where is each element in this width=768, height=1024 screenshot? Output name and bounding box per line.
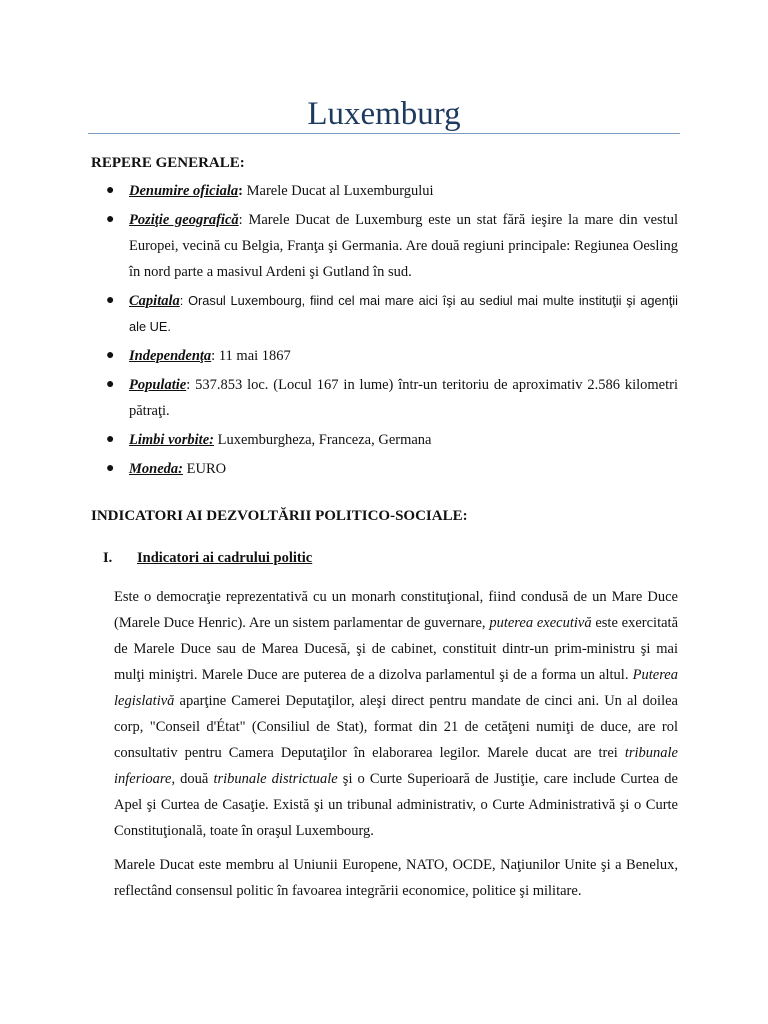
list-item-capitala	[106, 288, 678, 340]
list-item-populatie	[106, 372, 678, 424]
bullet-icon: ●	[106, 348, 115, 363]
document-title: Luxemburg	[307, 96, 461, 132]
emphasis-executive: puterea executivă	[489, 615, 592, 631]
repere-list	[106, 178, 678, 485]
item-label: Capitala	[129, 293, 180, 309]
section-title: Indicatori ai cadrului politic	[137, 550, 313, 566]
bullet-icon: ●	[106, 293, 115, 308]
item-label: Populatie	[129, 377, 187, 393]
section-number: I.	[103, 550, 113, 566]
item-text: : Marele Ducat de Luxemburg este un stat fără ieşire la mare din vestul Europei, vecină cu Belgia, Franţa şi Germania. Are două regiuni principale: Regiunea Oesling în nord parte a masivul Ardeni şi Gutland în sud.	[129, 212, 678, 280]
list-item-moneda	[106, 456, 678, 482]
item-label: Limbi vorbite:	[129, 432, 214, 448]
paragraph-memberships: Marele Ducat este membru al Uniunii Europene, NATO, OCDE, Naţiunilor Unite şi a Benelux, reflectând consensul politic în favoarea integrării economice, politice şi militare.	[114, 857, 678, 899]
item-text: Luxemburgheza, Franceza, Germana	[213, 432, 432, 448]
bullet-icon: ●	[106, 212, 115, 227]
emphasis-tribunals: tribunale inferioare	[114, 745, 678, 787]
repere-heading: REPERE GENERALE:	[91, 155, 245, 171]
item-text: Marele Ducat al Luxemburgului	[243, 183, 434, 199]
list-item-pozitie	[106, 207, 678, 285]
bullet-icon: ●	[106, 432, 115, 447]
item-label: Poziţie geografică	[129, 212, 239, 228]
list-item-limbi	[106, 427, 678, 453]
bullet-icon: ●	[106, 183, 115, 198]
item-label: Moneda:	[129, 461, 183, 477]
section-heading	[103, 548, 312, 568]
item-label: Denumire oficiala	[129, 183, 239, 199]
bullet-icon: ●	[106, 377, 115, 392]
item-text: : 537.853 loc. (Locul 167 in lume) într-un teritoriu de aproximativ 2.586 kilometri pătraţi.	[129, 377, 678, 419]
paragraph-political-system: Este o democraţie reprezentativă cu un monarh constituţional, fiind condusă de un Mare Duce (Marele Duce Henric). Are un sistem parlamentar de guvernare, puterea executivă este exercitată de Marele Duce sau de Marea Ducesă, şi de cabinet, constituit dintr-un prim-ministru şi mai mulţi miniştri. Marele Duce are puterea de a dizolva parlamentul şi de a forma un altul. Puterea legislativă aparţine Camerei Deputaţilor, aleşi direct pentru mandate de cinci ani. Un al doilea corp, "Conseil d'État" (Consiliul de Stat), format din 21 de cetăţeni numiţi de duce, are rol consultativ pentru Camera Deputaţilor în elaborarea legilor. Marele ducat are trei tribunale inferioare, două tribunale districtuale şi o Curte Superioară de Justiţie, care include Curtea de Apel şi Curtea de Casaţie. Există şi un tribunal administrativ, o Curte Administrativă şi o Curte Constituţională, toate în oraşul Luxembourg.	[114, 589, 679, 839]
item-label: Independenţa	[129, 348, 212, 364]
item-text: EURO	[182, 461, 227, 477]
bullet-icon: ●	[106, 461, 115, 476]
item-text: : 11 mai 1867	[211, 348, 291, 364]
emphasis-legislative: Puterea legislativă	[114, 667, 678, 709]
list-item-denumire: ● Denumire oficiala: Marele Ducat al Luxemburgului	[106, 178, 678, 204]
item-text: : Orasul Luxembourg, fiind cel mai mare aici îşi au sediul mai multe instituţii şi agenţii ale UE.	[129, 293, 678, 334]
indicatori-heading: INDICATORI AI DEZVOLTĂRII POLITICO-SOCIALE:	[91, 508, 468, 524]
list-item-independenta	[106, 343, 678, 369]
title-underline	[88, 133, 680, 134]
emphasis-district-tribunals: tribunale districtuale	[213, 771, 338, 787]
